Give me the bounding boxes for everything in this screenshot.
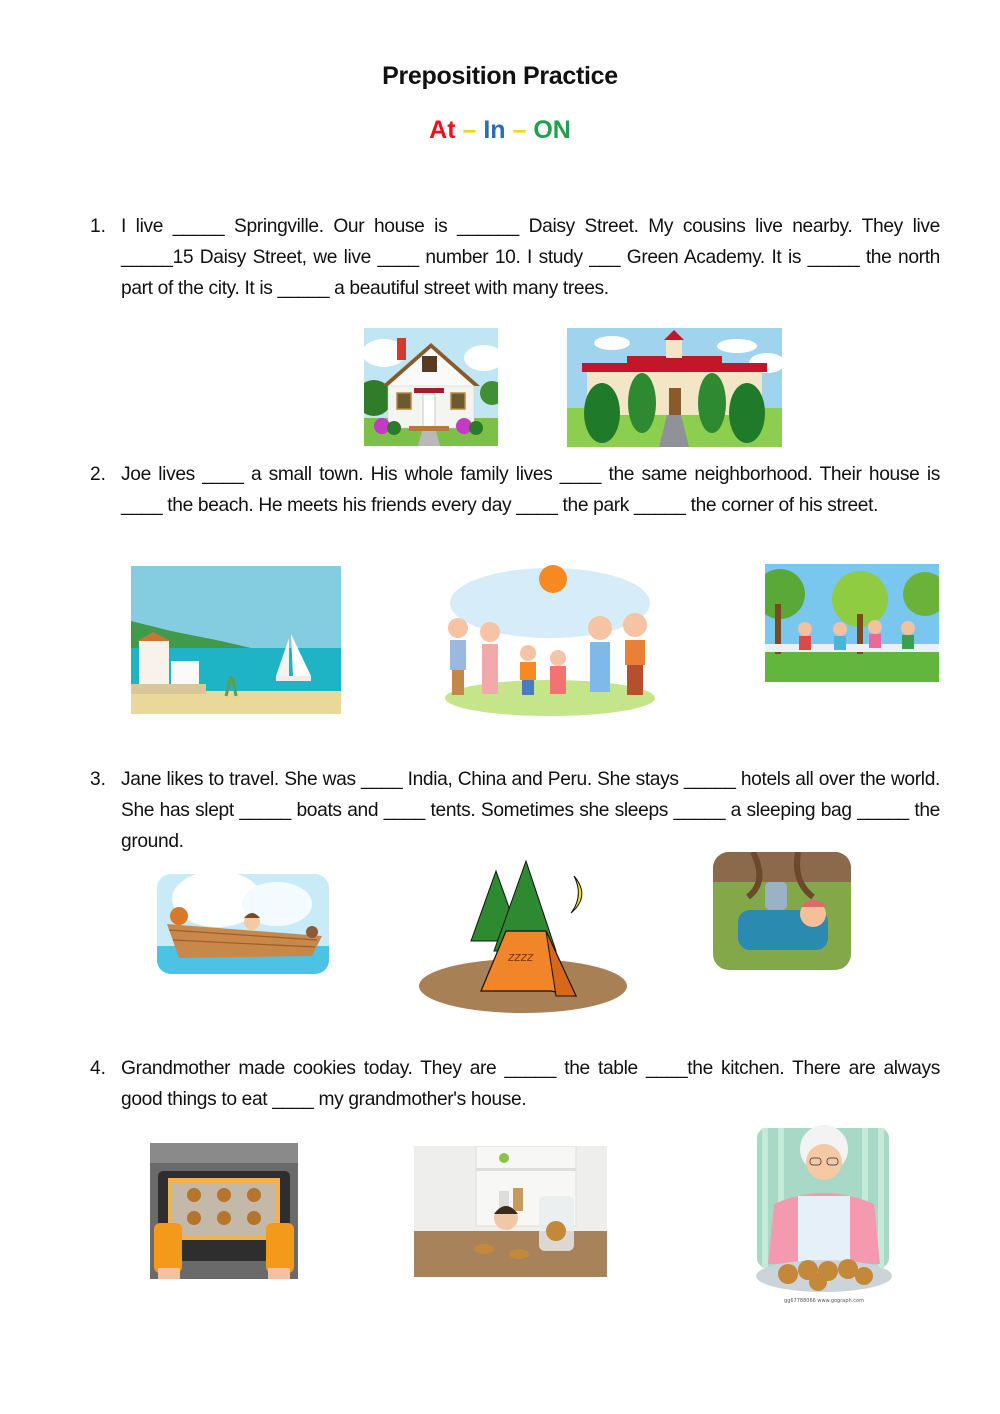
school-illustration [567,328,782,447]
subtitle-dash: – [455,116,484,144]
subtitle-in: In [483,116,506,144]
question-text: Grandmother made cookies today. They are _____ the table ____the kitchen. There are always good things to eat ____ my grandmother's house. [121,1058,940,1110]
tent-illustration [416,856,630,1014]
house-illustration [364,328,498,446]
page-title: Preposition Practice [382,62,618,90]
question-number: 1. [90,216,107,237]
page-subtitle [0,116,1000,145]
subtitle-dash: – [505,116,534,144]
question-2 [90,459,940,521]
question-number: 3. [90,769,107,790]
family-illustration [440,558,662,718]
beach-illustration [131,566,341,714]
question-number: 2. [90,464,107,485]
question-text: Jane likes to travel. She was ____ India, China and Peru. She stays _____ hotels all over the world. She has slept _____ boats and ____ tents. Sometimes she sleeps _____ a sleeping bag _____ the ground. [121,769,940,852]
subtitle-on: ON [533,116,571,144]
question-text: Joe lives ____ a small town. His whole family lives ____ the same neighborhood. Their house is ____ the beach. He meets his friends every day ____ the park _____ the corner of his street. [121,464,940,516]
question-1 [90,211,940,304]
question-4 [90,1053,940,1115]
grandmother-caption: gg67788066 www.gograph.com [784,1298,864,1304]
sleeping-bag-illustration [713,852,851,970]
svg-text:zzzz: zzzz [508,950,534,964]
kids-in-park-illustration [765,564,939,682]
child-cookie-jar-photo [414,1146,607,1277]
question-3 [90,764,940,857]
oven-cookies-illustration [150,1143,298,1279]
question-text: I live _____ Springville. Our house is ______ Daisy Street. My cousins live nearby. They live _____15 Daisy Street, we live ____ number 10. I study ___ Green Academy. It is _____ the north part of the city. It is _____ a beautiful street with many trees. [121,216,940,299]
boat-illustration [157,874,329,974]
grandmother-cookies-illustration [752,1124,896,1308]
subtitle-at: At [429,116,456,144]
question-number: 4. [90,1058,107,1079]
